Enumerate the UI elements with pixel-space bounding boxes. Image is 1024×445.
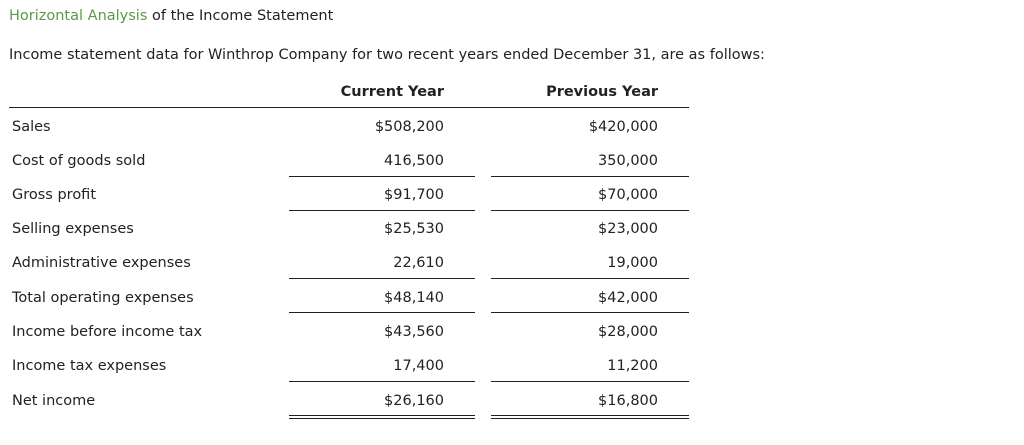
subtotal-rule-current: [289, 381, 475, 382]
header-divider: [9, 107, 689, 108]
previous-year-value: $42,000: [598, 290, 658, 306]
horizontal-analysis-link[interactable]: Horizontal Analysis: [9, 8, 148, 24]
table-row-cost-of-goods-sold: [0, 152, 1024, 186]
double-rule-current-top: [289, 415, 475, 416]
current-year-value: 22,610: [393, 255, 444, 271]
subtotal-rule-current: [289, 312, 475, 313]
subtotal-rule-previous: [491, 312, 689, 313]
double-rule-previous-top: [491, 415, 689, 416]
current-year-value: $508,200: [374, 119, 444, 135]
current-year-value: $25,530: [384, 221, 444, 237]
table-row-income-tax-expenses: [0, 357, 1024, 391]
table-row-net-income: [0, 392, 1024, 426]
subtotal-rule-current: [289, 176, 475, 177]
table-row-total-operating-expenses: [0, 289, 1024, 323]
row-label: Selling expenses: [12, 221, 134, 237]
row-label: Total operating expenses: [12, 290, 194, 306]
row-label: Cost of goods sold: [12, 153, 146, 169]
row-label: Income before income tax: [12, 324, 203, 340]
table-row-selling-expenses: [0, 220, 1024, 254]
current-year-value: 17,400: [393, 358, 444, 374]
previous-year-value: $23,000: [598, 221, 658, 237]
double-rule-previous-bottom: [491, 418, 689, 419]
table-row-sales: [0, 118, 1024, 152]
subtotal-rule-previous: [491, 278, 689, 279]
previous-year-value: $70,000: [598, 187, 658, 203]
subtotal-rule-previous: [491, 381, 689, 382]
subtotal-rule-previous: [491, 210, 689, 211]
intro-text: Income statement data for Winthrop Company for two recent years ended December 31, are as follows:: [9, 47, 765, 63]
row-label: Sales: [12, 119, 51, 135]
previous-year-value: $28,000: [598, 324, 658, 340]
column-header-current-year: Current Year: [340, 84, 444, 100]
current-year-value: $91,700: [384, 187, 444, 203]
current-year-value: 416,500: [384, 153, 444, 169]
previous-year-value: $420,000: [588, 119, 658, 135]
previous-year-value: 11,200: [607, 358, 658, 374]
table-row-administrative-expenses: [0, 254, 1024, 288]
previous-year-value: $16,800: [598, 393, 658, 409]
table-row-income-before-income-tax: [0, 323, 1024, 357]
current-year-value: $43,560: [384, 324, 444, 340]
row-label: Administrative expenses: [12, 255, 191, 271]
double-rule-current-bottom: [289, 418, 475, 419]
table-row-gross-profit: [0, 186, 1024, 220]
row-label: Gross profit: [12, 187, 97, 203]
row-label: Net income: [12, 393, 96, 409]
subtotal-rule-previous: [491, 176, 689, 177]
current-year-value: $48,140: [384, 290, 444, 306]
page-title: [9, 7, 333, 25]
subtotal-rule-current: [289, 278, 475, 279]
previous-year-value: 19,000: [607, 255, 658, 271]
row-label: Income tax expenses: [12, 358, 167, 374]
current-year-value: $26,160: [384, 393, 444, 409]
column-header-previous-year: Previous Year: [546, 84, 658, 100]
subtotal-rule-current: [289, 210, 475, 211]
title-rest: of the Income Statement: [147, 8, 334, 24]
previous-year-value: 350,000: [598, 153, 658, 169]
